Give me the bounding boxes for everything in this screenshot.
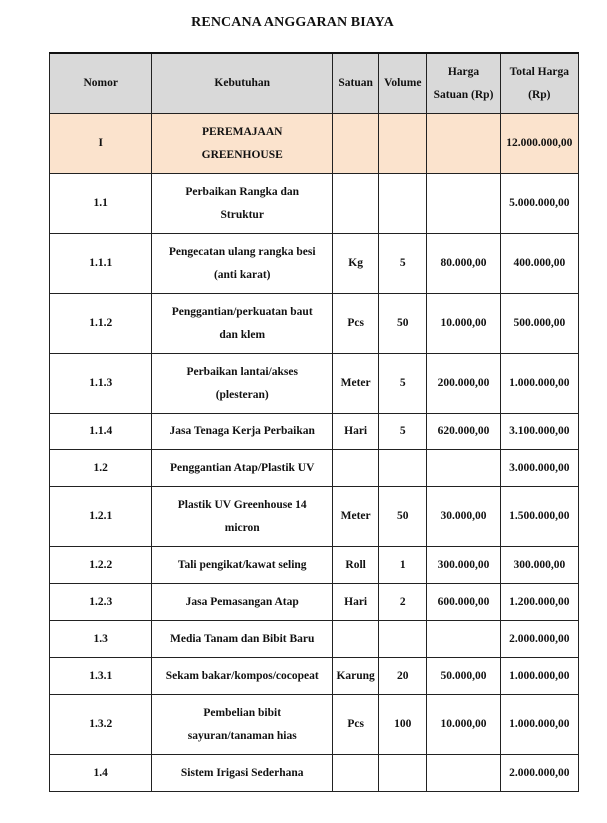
- cell-harga: [427, 621, 500, 658]
- table-header-row: [50, 53, 579, 114]
- cell-kebutuhan: Jasa Pemasangan Atap: [152, 584, 333, 621]
- table-row-section: [50, 114, 579, 174]
- table-row: [50, 487, 579, 547]
- cell-satuan: [333, 450, 379, 487]
- table-row: [50, 695, 579, 755]
- header-total-harga: Total Harga (Rp): [500, 53, 578, 114]
- table-row: [50, 354, 579, 414]
- cell-kebutuhan: Sistem Irigasi Sederhana: [152, 755, 333, 792]
- cell-volume: 2: [379, 584, 427, 621]
- cell-satuan: Hari: [333, 414, 379, 450]
- cell-satuan: Roll: [333, 547, 379, 584]
- header-harga-satuan: Harga Satuan (Rp): [427, 53, 500, 114]
- table-row: [50, 414, 579, 450]
- cell-total: 3.100.000,00: [500, 414, 578, 450]
- cell-kebutuhan: Penggantian Atap/Plastik UV: [152, 450, 333, 487]
- cell-satuan: Hari: [333, 584, 379, 621]
- cell-nomor: 1.1.4: [50, 414, 152, 450]
- cell-volume: 5: [379, 414, 427, 450]
- cell-satuan: Pcs: [333, 294, 379, 354]
- table-row: [50, 450, 579, 487]
- document-title: RENCANA ANGGARAN BIAYA: [191, 15, 394, 30]
- cell-nomor: 1.4: [50, 755, 152, 792]
- cell-nomor: 1.1.1: [50, 234, 152, 294]
- cell-total: 1.000.000,00: [500, 658, 578, 695]
- cell-harga: [427, 174, 500, 234]
- cell-harga: 600.000,00: [427, 584, 500, 621]
- cell-harga: [427, 114, 500, 174]
- cell-kebutuhan: Pengecatan ulang rangka besi (anti karat): [152, 234, 333, 294]
- cell-kebutuhan: PEREMAJAAN GREENHOUSE: [152, 114, 333, 174]
- table-row: [50, 294, 579, 354]
- cell-harga: 80.000,00: [427, 234, 500, 294]
- table-row: [50, 174, 579, 234]
- cell-volume: 1: [379, 547, 427, 584]
- cell-kebutuhan: Perbaikan Rangka dan Struktur: [152, 174, 333, 234]
- cell-harga: [427, 755, 500, 792]
- cell-harga: 620.000,00: [427, 414, 500, 450]
- cell-nomor: 1.2.2: [50, 547, 152, 584]
- header-nomor: Nomor: [50, 53, 152, 114]
- cell-total: 1.000.000,00: [500, 354, 578, 414]
- cell-kebutuhan: Tali pengikat/kawat seling: [152, 547, 333, 584]
- cell-nomor: 1.1.2: [50, 294, 152, 354]
- cell-nomor: I: [50, 114, 152, 174]
- header-satuan: Satuan: [333, 53, 379, 114]
- cell-total: 3.000.000,00: [500, 450, 578, 487]
- cell-nomor: 1.1: [50, 174, 152, 234]
- cell-nomor: 1.3.1: [50, 658, 152, 695]
- cell-satuan: [333, 621, 379, 658]
- cell-total: 12.000.000,00: [500, 114, 578, 174]
- cell-kebutuhan: Pembelian bibit sayuran/tanaman hias: [152, 695, 333, 755]
- cell-volume: [379, 114, 427, 174]
- cell-volume: [379, 174, 427, 234]
- cell-nomor: 1.2: [50, 450, 152, 487]
- cell-nomor: 1.1.3: [50, 354, 152, 414]
- cell-volume: [379, 755, 427, 792]
- cell-kebutuhan: Perbaikan lantai/akses (plesteran): [152, 354, 333, 414]
- budget-table: [49, 52, 579, 792]
- cell-volume: [379, 621, 427, 658]
- cell-total: 1.500.000,00: [500, 487, 578, 547]
- header-volume: Volume: [379, 53, 427, 114]
- cell-volume: 100: [379, 695, 427, 755]
- cell-kebutuhan: Jasa Tenaga Kerja Perbaikan: [152, 414, 333, 450]
- cell-satuan: [333, 755, 379, 792]
- cell-nomor: 1.3: [50, 621, 152, 658]
- cell-harga: 30.000,00: [427, 487, 500, 547]
- cell-total: 1.200.000,00: [500, 584, 578, 621]
- table-row: [50, 658, 579, 695]
- table-row: [50, 755, 579, 792]
- cell-harga: 10.000,00: [427, 294, 500, 354]
- cell-nomor: 1.2.1: [50, 487, 152, 547]
- cell-total: 5.000.000,00: [500, 174, 578, 234]
- cell-volume: [379, 450, 427, 487]
- cell-nomor: 1.2.3: [50, 584, 152, 621]
- cell-harga: 300.000,00: [427, 547, 500, 584]
- cell-total: 1.000.000,00: [500, 695, 578, 755]
- cell-satuan: Meter: [333, 487, 379, 547]
- cell-kebutuhan: Media Tanam dan Bibit Baru: [152, 621, 333, 658]
- cell-kebutuhan: Sekam bakar/kompos/cocopeat: [152, 658, 333, 695]
- cell-volume: 5: [379, 234, 427, 294]
- cell-harga: 50.000,00: [427, 658, 500, 695]
- cell-satuan: Pcs: [333, 695, 379, 755]
- cell-satuan: [333, 174, 379, 234]
- cell-kebutuhan: Plastik UV Greenhouse 14 micron: [152, 487, 333, 547]
- cell-satuan: Kg: [333, 234, 379, 294]
- cell-satuan: Karung: [333, 658, 379, 695]
- cell-nomor: 1.3.2: [50, 695, 152, 755]
- cell-volume: 50: [379, 294, 427, 354]
- table-row: [50, 234, 579, 294]
- cell-total: 2.000.000,00: [500, 621, 578, 658]
- table-row: [50, 584, 579, 621]
- cell-volume: 5: [379, 354, 427, 414]
- cell-total: 300.000,00: [500, 547, 578, 584]
- cell-total: 500.000,00: [500, 294, 578, 354]
- cell-total: 400.000,00: [500, 234, 578, 294]
- cell-total: 2.000.000,00: [500, 755, 578, 792]
- cell-kebutuhan: Penggantian/perkuatan baut dan klem: [152, 294, 333, 354]
- cell-volume: 50: [379, 487, 427, 547]
- table-row: [50, 621, 579, 658]
- cell-volume: 20: [379, 658, 427, 695]
- cell-satuan: [333, 114, 379, 174]
- cell-harga: [427, 450, 500, 487]
- cell-harga: 200.000,00: [427, 354, 500, 414]
- table-row: [50, 547, 579, 584]
- cell-harga: 10.000,00: [427, 695, 500, 755]
- header-kebutuhan: Kebutuhan: [152, 53, 333, 114]
- cell-satuan: Meter: [333, 354, 379, 414]
